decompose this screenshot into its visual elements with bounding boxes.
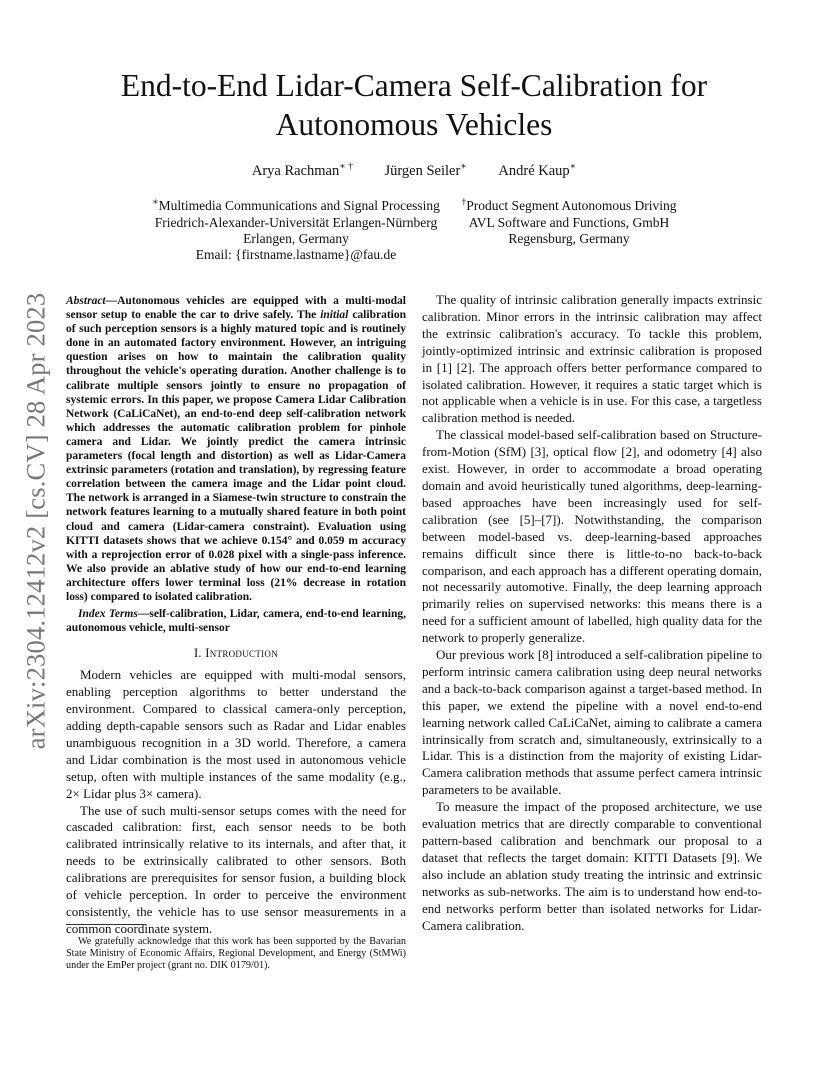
affiliation-2: †Product Segment Autonomous Driving AVL Software and Functions, GmbH Regensburg, Germany (461, 197, 677, 246)
author: Jürgen Seiler∗ (384, 162, 467, 179)
right-column (422, 292, 762, 934)
paragraph: To measure the impact of the proposed architecture, we use evaluation metrics that are directly comparable to conventional pattern-based calibration and benchmark our proposal to a dataset that reflects the target domain: KITTI Datasets [9]. We also include an ablation study treating the intrinsic and extrinsic networks as sub-networks. The aim is to understand how end-to-end networks perform better than isolated networks for Lidar-Camera calibration. (422, 799, 762, 933)
introduction-body (66, 667, 406, 938)
footnote-rule (66, 924, 146, 925)
author: Arya Rachman∗ † (251, 162, 353, 179)
footnote: We gratefully acknowledge that this work has been supported by the Bavarian State Ministry of Economic Affairs, Regional Development, and Energy (StMWi) under the EmPer project (grant no. DIK 0179/01). (66, 936, 406, 972)
abstract: Abstract—Autonomous vehicles are equipped with a multi-modal sensor setup to enable the car to drive safely. The initial calibration of such perception sensors is a highly matured topic and is routinely done in an automated factory environment. However, an intriguing question arises on how to maintain the calibration quality throughout the vehicle's operating duration. Another challenge is to calibrate multiple sensors jointly to ensure no propagation of systemic errors. In this paper, we propose Camera Lidar Calibration Network (CaLiCaNet), an end-to-end deep self-calibration network which addresses the automatic calibration problem for pinhole camera and Lidar. We jointly predict the camera intrinsic parameters (focal length and distortion) as well as Lidar-Camera extrinsic parameters (rotation and translation), by regressing feature correlation between the camera image and the Lidar point cloud. The network is arranged in a Siamese-twin structure to constrain the network features learning to a mutually shared feature in both point cloud and camera (Lidar-camera constraint). Evaluation using KITTI datasets shows that we achieve 0.154° and 0.059 m accuracy with a reprojection error of 0.028 pixel with a single-pass inference. We also provide an ablative study of how our end-to-end learning architecture offers lower terminal loss (21% decrease in rotation loss) compared to isolated calibration. (66, 295, 406, 603)
index-terms: Index Terms—self-calibration, Lidar, camera, end-to-end learning, autonomous vehicle, multi-sensor (66, 608, 406, 635)
left-column (66, 294, 406, 938)
abstract-label: Abstract (66, 295, 106, 307)
author-list (0, 163, 828, 180)
paragraph: The use of such multi-sensor setups comes with the need for cascaded calibration: first, each sensor needs to be both calibrated intrinsically relative to its internals, and after that, it needs to be extrinsically calibrated to other sensors. Both calibrations are prerequisites for sensor fusion, a building block of vehicle perception. In order to perceive the environment consistently, the vehicle has to use sensor measurements in a common coordinate system. (66, 802, 406, 936)
author: André Kaup∗ (498, 162, 577, 179)
paragraph: The classical model-based self-calibration based on Structure-from-Motion (SfM) [3], optical flow [2], and odometry [4] also exist. However, in order to accommodate a broad operating domain and avoid heuristically tuned algorithms, deep-learning-based approaches have been increasingly used for self-calibration (see [5]–[7]). Notwithstanding, the comparison between model-based vs. deep-learning-based approaches remains difficult since there is little-to-no back-to-back comparison, and each approach has a different operating domain, not necessarily automotive. Finally, the deep learning approach primarily relies on supervised networks: this means there is a need for a sufficient amount of labelled, high quality data for the network to properly generalize. (422, 427, 762, 646)
paper-title: End-to-End Lidar-Camera Self-Calibration for Autonomous Vehicles (120, 68, 708, 142)
arxiv-stamp (16, 282, 56, 760)
paragraph: Modern vehicles are equipped with multi-modal sensors, enabling perception algorithms to better understand the environment. Compared to classical camera-only perception, adding depth-capable sensors such as Radar and Lidar enables unambiguous recognition in a 3D world. Therefore, a camera and Lidar combination is the most used in autonomous vehicle setup, often with multiple instances of the same modality (e.g., 2× Lidar plus 3× camera). (66, 667, 406, 801)
affiliation-1: ∗Multimedia Communications and Signal Processing Friedrich-Alexander-Universität Erlangen-Nürnberg Erlangen, Germany (152, 197, 440, 246)
section-heading: I. Introduction (193, 646, 279, 661)
paragraph: Our previous work [8] introduced a self-calibration pipeline to perform intrinsic camera calibration using deep neural networks and a back-to-back comparison against a target-based method. In this paper, we extend the pipeline with a novel end-to-end learning network called CaLiCaNet, aiming to calibrate a camera intrinsically from scratch and, simultaneously, extrinsically to a Lidar. This is a distinction from the majority of existing Lidar-Camera calibration methods that assume perfect camera intrinsic parameters to be available. (422, 647, 762, 798)
arxiv-stamp-text: arXiv:2304.12412v2 [cs.CV] 28 Apr 2023 (20, 292, 51, 750)
paragraph: The quality of intrinsic calibration generally impacts extrinsic calibration. Minor errors in the intrinsic calibration may affect the extrinsic calibration's accuracy. To tackle this problem, jointly-optimized intrinsic and extrinsic calibration is proposed in [1] [2]. The approach offers better performance compared to isolated calibration. However, it requires a static target which is not applicable when a vehicle is in use. For this case, a targetless calibration method is needed. (422, 292, 762, 426)
index-terms-label: Index Terms (78, 608, 138, 621)
contact-email: Email: {firstname.lastname}@fau.de (195, 247, 397, 262)
